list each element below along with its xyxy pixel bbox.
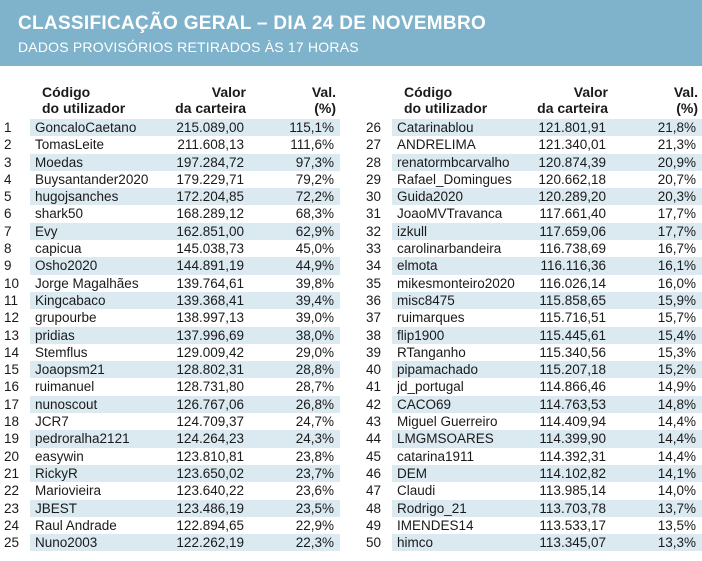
portfolio-value-cell: 115.340,56 (539, 344, 606, 360)
rank-cell: 33 (366, 241, 382, 257)
rank-cell: 27 (366, 137, 382, 153)
table-row (362, 465, 702, 482)
table-row (362, 413, 702, 430)
user-code-cell: jd_portugal (397, 379, 464, 395)
portfolio-value-cell: 114.102,82 (539, 465, 606, 481)
user-code-cell: shark50 (35, 206, 84, 222)
column-header-code: Código do utilizador (42, 84, 126, 116)
rank-cell: 10 (4, 275, 20, 291)
rank-cell: 22 (4, 483, 20, 499)
portfolio-value-cell: 114.866,46 (539, 379, 606, 395)
table-row (362, 136, 702, 153)
user-code-cell: TomasLeite (35, 137, 105, 153)
table-row (362, 257, 702, 274)
header-banner (0, 0, 702, 66)
percent-change-cell: 14,1% (657, 465, 696, 481)
percent-change-cell: 29,0% (295, 344, 334, 360)
rank-cell: 6 (4, 206, 12, 222)
user-code-cell: capicua (35, 241, 82, 257)
rank-cell: 43 (366, 414, 382, 430)
rank-cell: 12 (4, 310, 20, 326)
percent-change-cell: 15,2% (657, 362, 696, 378)
user-code-cell: pipamachado (397, 362, 479, 378)
percent-change-cell: 23,7% (295, 465, 334, 481)
percent-change-cell: 115,1% (289, 120, 334, 135)
user-code-cell: nunoscout (35, 396, 98, 412)
percent-change-cell: 13,5% (657, 517, 696, 533)
table-row (362, 171, 702, 188)
user-code-cell: himco (397, 535, 434, 551)
percent-change-cell: 62,9% (295, 223, 334, 239)
rank-cell: 44 (366, 431, 382, 447)
user-code-cell: hugojsanches (35, 189, 119, 205)
percent-change-cell: 97,3% (295, 154, 334, 170)
table-body (0, 119, 340, 551)
percent-change-cell: 13,3% (657, 535, 696, 551)
percent-change-cell: 20,3% (657, 189, 696, 205)
user-code-cell: JoaoMVTravanca (397, 206, 503, 222)
percent-change-cell: 23,5% (295, 500, 334, 516)
user-code-cell: RickyR (35, 465, 78, 481)
table-row (362, 309, 702, 326)
column-header-pct: Val. (%) (673, 84, 698, 116)
table-row (0, 361, 340, 378)
rank-cell: 4 (4, 171, 12, 187)
rank-cell: 31 (366, 206, 382, 222)
portfolio-value-cell: 120.289,20 (538, 189, 606, 205)
rank-cell: 9 (4, 258, 12, 274)
portfolio-value-cell: 116.026,14 (539, 275, 606, 291)
percent-change-cell: 14,8% (657, 396, 696, 412)
table-row (0, 119, 340, 136)
portfolio-value-cell: 123.810,81 (176, 448, 244, 464)
user-code-cell: Raul Andrade (35, 517, 117, 533)
user-code-cell: Evy (35, 223, 58, 239)
user-code-cell: Joaopsm21 (35, 362, 105, 378)
column-header-pct: Val. (%) (311, 84, 336, 116)
percent-change-cell: 44,9% (295, 258, 334, 274)
portfolio-value-cell: 117.661,40 (539, 206, 606, 222)
percent-change-cell: 45,0% (295, 241, 334, 257)
percent-change-cell: 39,8% (295, 275, 334, 291)
portfolio-value-cell: 113.533,17 (539, 517, 606, 533)
user-code-cell: LMGMSOARES (397, 431, 494, 447)
portfolio-value-cell: 168.289,12 (176, 206, 244, 222)
user-code-cell: Osho2020 (35, 258, 98, 274)
percent-change-cell: 21,8% (657, 120, 696, 135)
user-code-cell: DEM (397, 465, 427, 481)
user-code-cell: GoncaloCaetano (35, 120, 137, 135)
user-code-cell: Rodrigo_21 (397, 500, 467, 516)
table-row (0, 257, 340, 274)
percent-change-cell: 14,4% (657, 431, 696, 447)
page-subtitle: DADOS PROVISÓRIOS RETIRADOS ÀS 17 HORAS (18, 39, 359, 55)
table-row (0, 327, 340, 344)
percent-change-cell: 16,7% (657, 241, 696, 257)
user-code-cell: Claudi (397, 483, 436, 499)
rank-cell: 1 (4, 120, 12, 135)
rank-cell: 37 (366, 310, 382, 326)
table-header (362, 66, 702, 119)
percent-change-cell: 22,9% (295, 517, 334, 533)
table-body (362, 119, 702, 551)
rank-cell: 5 (4, 189, 12, 205)
user-code-cell: Stemflus (35, 344, 88, 360)
rank-cell: 8 (4, 241, 12, 257)
table-row (0, 188, 340, 205)
table-row (0, 430, 340, 447)
rank-cell: 17 (4, 396, 20, 412)
rank-cell: 36 (366, 292, 382, 308)
portfolio-value-cell: 120.874,39 (538, 154, 606, 170)
rank-cell: 2 (4, 137, 12, 153)
rank-cell: 3 (4, 154, 12, 170)
user-code-cell: Catarinablou (397, 120, 474, 135)
table-row (362, 500, 702, 517)
rank-cell: 18 (4, 414, 20, 430)
portfolio-value-cell: 211.608,13 (177, 137, 244, 153)
column-header-value: Valor da carteira (537, 84, 608, 116)
user-code-cell: Buysantander2020 (35, 171, 149, 187)
portfolio-value-cell: 123.650,02 (176, 465, 244, 481)
portfolio-value-cell: 128.802,31 (176, 362, 244, 378)
percent-change-cell: 39,4% (295, 292, 334, 308)
portfolio-value-cell: 113.345,07 (539, 535, 606, 551)
percent-change-cell: 14,4% (657, 414, 696, 430)
portfolio-value-cell: 121.340,01 (538, 137, 606, 153)
table-row (362, 534, 702, 551)
portfolio-value-cell: 117.659,06 (539, 223, 606, 239)
portfolio-value-cell: 139.764,61 (176, 275, 244, 291)
percent-change-cell: 79,2% (295, 171, 334, 187)
rank-cell: 14 (4, 344, 20, 360)
user-code-cell: renatormbcarvalho (397, 154, 510, 170)
portfolio-value-cell: 114.409,94 (539, 414, 606, 430)
table-row (0, 482, 340, 499)
table-row (0, 136, 340, 153)
portfolio-value-cell: 145.038,73 (176, 241, 244, 257)
percent-change-cell: 15,7% (657, 310, 696, 326)
percent-change-cell: 16,0% (657, 275, 696, 291)
percent-change-cell: 24,7% (295, 414, 334, 430)
table-row (362, 448, 702, 465)
user-code-cell: ANDRELIMA (397, 137, 476, 153)
rank-cell: 45 (366, 448, 382, 464)
percent-change-cell: 17,7% (657, 206, 696, 222)
percent-change-cell: 14,0% (657, 483, 696, 499)
table-row (0, 223, 340, 240)
portfolio-value-cell: 123.640,22 (176, 483, 244, 499)
table-row (362, 223, 702, 240)
user-code-cell: RTanganho (397, 344, 466, 360)
table-row (0, 378, 340, 395)
percent-change-cell: 20,7% (657, 171, 696, 187)
user-code-cell: CACO69 (397, 396, 452, 412)
user-code-cell: Mariovieira (35, 483, 102, 499)
portfolio-value-cell: 115.445,61 (539, 327, 606, 343)
user-code-cell: mikesmonteiro2020 (397, 275, 515, 291)
user-code-cell: easywin (35, 448, 84, 464)
table-row (0, 240, 340, 257)
table-row (362, 517, 702, 534)
rank-cell: 38 (366, 327, 382, 343)
rank-cell: 35 (366, 275, 382, 291)
portfolio-value-cell: 138.997,13 (176, 310, 244, 326)
percent-change-cell: 23,8% (295, 448, 334, 464)
user-code-cell: misc8475 (397, 292, 455, 308)
table-row (362, 378, 702, 395)
portfolio-value-cell: 139.368,41 (176, 292, 244, 308)
user-code-cell: JBEST (35, 500, 78, 516)
portfolio-value-cell: 137.996,69 (176, 327, 244, 343)
table-row (0, 292, 340, 309)
table-row (362, 430, 702, 447)
table-row (0, 448, 340, 465)
rank-cell: 47 (366, 483, 382, 499)
rank-cell: 48 (366, 500, 382, 516)
portfolio-value-cell: 179.229,71 (176, 171, 244, 187)
portfolio-value-cell: 113.985,14 (539, 483, 606, 499)
portfolio-value-cell: 121.801,91 (538, 120, 606, 135)
user-code-cell: carolinarbandeira (397, 241, 502, 257)
portfolio-value-cell: 116.738,69 (539, 241, 606, 257)
rank-cell: 23 (4, 500, 20, 516)
portfolio-value-cell: 122.262,19 (176, 535, 244, 551)
rank-cell: 21 (4, 465, 20, 481)
percent-change-cell: 68,3% (295, 206, 334, 222)
percent-change-cell: 16,1% (657, 258, 696, 274)
rank-cell: 16 (4, 379, 20, 395)
rank-cell: 29 (366, 171, 382, 187)
page-title: CLASSIFICAÇÃO GERAL – DIA 24 DE NOVEMBRO (18, 13, 487, 34)
user-code-cell: Rafael_Domingues (397, 171, 512, 187)
percent-change-cell: 111,6% (290, 137, 334, 153)
ranking-table-left (0, 66, 340, 551)
portfolio-value-cell: 129.009,42 (176, 344, 244, 360)
user-code-cell: elmota (397, 258, 438, 274)
portfolio-value-cell: 120.662,18 (538, 171, 606, 187)
portfolio-value-cell: 115.207,18 (539, 362, 606, 378)
user-code-cell: Miguel Guerreiro (397, 414, 498, 430)
column-header-code: Código do utilizador (404, 84, 488, 116)
percent-change-cell: 38,0% (295, 327, 334, 343)
percent-change-cell: 17,7% (657, 223, 696, 239)
user-code-cell: Guida2020 (397, 189, 464, 205)
rank-cell: 50 (366, 535, 382, 551)
percent-change-cell: 28,8% (295, 362, 334, 378)
rank-cell: 32 (366, 223, 382, 239)
percent-change-cell: 26,8% (295, 396, 334, 412)
portfolio-value-cell: 114.392,31 (539, 448, 606, 464)
table-row (0, 517, 340, 534)
percent-change-cell: 28,7% (295, 379, 334, 395)
percent-change-cell: 20,9% (657, 154, 696, 170)
portfolio-value-cell: 144.891,19 (176, 258, 244, 274)
table-row (0, 154, 340, 171)
table-row (362, 361, 702, 378)
rank-cell: 30 (366, 189, 382, 205)
table-header (0, 66, 340, 119)
rank-cell: 13 (4, 327, 20, 343)
portfolio-value-cell: 128.731,80 (176, 379, 244, 395)
portfolio-value-cell: 113.703,78 (539, 500, 606, 516)
portfolio-value-cell: 116.116,36 (540, 258, 606, 274)
portfolio-value-cell: 122.894,65 (176, 517, 244, 533)
rank-cell: 7 (4, 223, 12, 239)
percent-change-cell: 15,3% (657, 344, 696, 360)
table-row (362, 205, 702, 222)
table-row (0, 534, 340, 551)
portfolio-value-cell: 115.858,65 (539, 292, 606, 308)
percent-change-cell: 14,9% (657, 379, 696, 395)
portfolio-value-cell: 123.486,19 (176, 500, 244, 516)
table-row (362, 292, 702, 309)
table-row (0, 413, 340, 430)
user-code-cell: pedroralha2121 (35, 431, 130, 447)
user-code-cell: grupourbe (35, 310, 97, 326)
percent-change-cell: 15,9% (657, 292, 696, 308)
rank-cell: 28 (366, 154, 382, 170)
table-row (0, 500, 340, 517)
user-code-cell: izkull (397, 223, 428, 239)
portfolio-value-cell: 114.763,53 (539, 396, 606, 412)
table-row (362, 482, 702, 499)
portfolio-value-cell: 162.851,00 (176, 223, 244, 239)
rank-cell: 39 (366, 344, 382, 360)
percent-change-cell: 23,6% (295, 483, 334, 499)
portfolio-value-cell: 172.204,85 (176, 189, 244, 205)
table-row (0, 171, 340, 188)
percent-change-cell: 72,2% (295, 189, 334, 205)
user-code-cell: Nuno2003 (35, 535, 98, 551)
user-code-cell: JCR7 (35, 414, 69, 430)
percent-change-cell: 39,0% (295, 310, 334, 326)
rank-cell: 25 (4, 535, 20, 551)
table-row (362, 327, 702, 344)
table-row (362, 344, 702, 361)
user-code-cell: IMENDES14 (397, 517, 474, 533)
percent-change-cell: 13,7% (657, 500, 696, 516)
user-code-cell: catarina1911 (397, 448, 475, 464)
portfolio-value-cell: 124.709,37 (176, 414, 244, 430)
portfolio-value-cell: 114.399,90 (539, 431, 606, 447)
rank-cell: 26 (366, 120, 382, 135)
portfolio-value-cell: 124.264,23 (176, 431, 244, 447)
table-row (362, 275, 702, 292)
table-row (0, 275, 340, 292)
percent-change-cell: 22,3% (295, 535, 334, 551)
user-code-cell: pridias (35, 327, 75, 343)
user-code-cell: ruimarques (397, 310, 465, 326)
percent-change-cell: 15,4% (657, 327, 696, 343)
rank-cell: 19 (4, 431, 20, 447)
rank-cell: 42 (366, 396, 382, 412)
table-row (0, 309, 340, 326)
table-row (362, 119, 702, 136)
table-row (0, 205, 340, 222)
user-code-cell: Kingcabaco (35, 292, 106, 308)
table-row (362, 240, 702, 257)
column-header-value: Valor da carteira (175, 84, 246, 116)
rank-cell: 20 (4, 448, 20, 464)
user-code-cell: flip1900 (397, 327, 445, 343)
table-row (0, 465, 340, 482)
percent-change-cell: 24,3% (295, 431, 334, 447)
table-row (0, 396, 340, 413)
rank-cell: 24 (4, 517, 20, 533)
user-code-cell: Moedas (35, 154, 84, 170)
user-code-cell: Jorge Magalhães (35, 275, 139, 291)
rank-cell: 15 (4, 362, 20, 378)
percent-change-cell: 21,3% (657, 137, 696, 153)
table-row (362, 154, 702, 171)
table-row (362, 396, 702, 413)
rank-cell: 41 (366, 379, 382, 395)
rank-cell: 40 (366, 362, 382, 378)
portfolio-value-cell: 126.767,06 (176, 396, 244, 412)
user-code-cell: ruimanuel (35, 379, 95, 395)
portfolio-value-cell: 115.716,51 (539, 310, 606, 326)
ranking-table-right (362, 66, 702, 551)
percent-change-cell: 14,4% (657, 448, 696, 464)
rank-cell: 49 (366, 517, 382, 533)
table-row (362, 188, 702, 205)
table-row (0, 344, 340, 361)
portfolio-value-cell: 197.284,72 (176, 154, 244, 170)
rank-cell: 34 (366, 258, 382, 274)
rank-cell: 11 (4, 292, 19, 308)
rank-cell: 46 (366, 465, 382, 481)
portfolio-value-cell: 215.089,00 (176, 120, 244, 135)
